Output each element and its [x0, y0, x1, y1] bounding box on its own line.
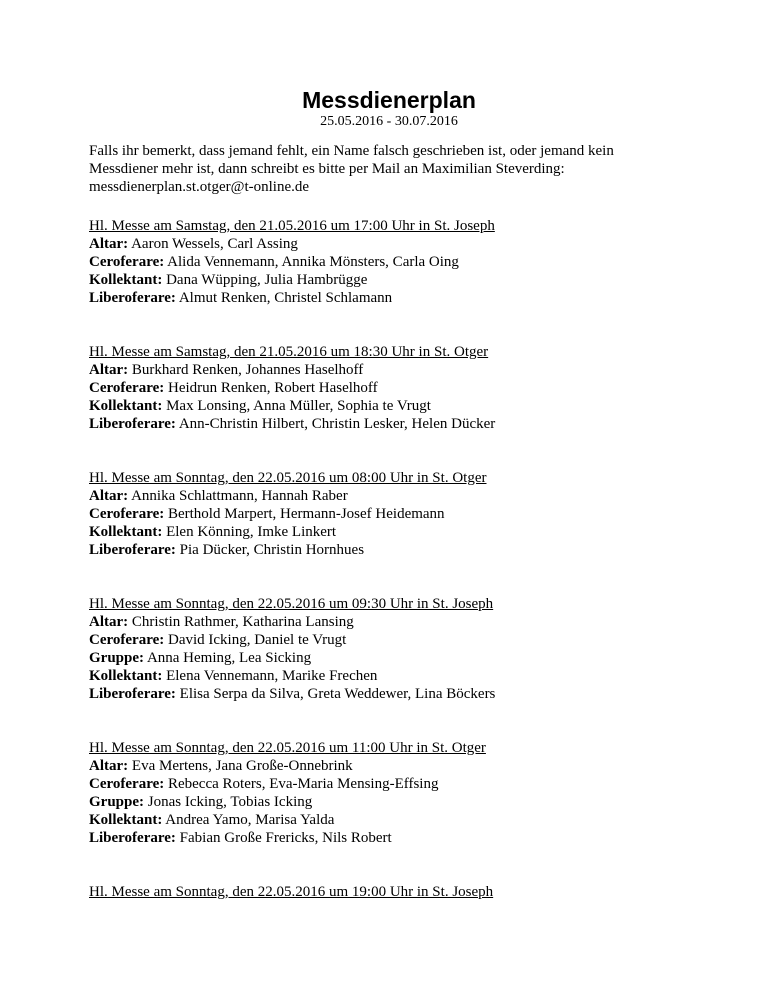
role-label: Kollektant:: [89, 812, 163, 828]
role-line: [89, 541, 689, 559]
mass-block: [89, 217, 689, 307]
role-names: Anna Heming, Lea Sicking: [144, 650, 312, 666]
role-names: Rebecca Roters, Eva-Maria Mensing-Effsing: [164, 776, 439, 792]
mass-block: [89, 595, 689, 703]
role-label: Liberoferare:: [89, 686, 176, 702]
role-label: Kollektant:: [89, 524, 163, 540]
role-names: Eva Mertens, Jana Große-Onnebrink: [128, 758, 353, 774]
role-label: Kollektant:: [89, 398, 163, 414]
role-label: Liberoferare:: [89, 542, 176, 558]
intro-paragraph: [89, 142, 689, 196]
role-label: Ceroferare:: [89, 380, 165, 396]
role-names: Ann-Christin Hilbert, Christin Lesker, Helen Dücker: [175, 416, 496, 432]
role-label: Altar:: [89, 614, 129, 630]
role-line: [89, 361, 689, 379]
role-names: Berthold Marpert, Hermann-Josef Heidemann: [164, 506, 445, 522]
role-line: [89, 505, 689, 523]
mass-block: [89, 469, 689, 559]
role-names: David Icking, Daniel te Vrugt: [164, 632, 347, 648]
role-names: Heidrun Renken, Robert Haselhoff: [164, 380, 378, 396]
role-names: Andrea Yamo, Marisa Yalda: [162, 812, 335, 828]
role-line: [89, 667, 689, 685]
role-line: [89, 685, 689, 703]
role-label: Gruppe:: [89, 650, 145, 666]
role-label: Ceroferare:: [89, 254, 165, 270]
role-line: [89, 631, 689, 649]
role-line: [89, 415, 689, 433]
role-names: Burkhard Renken, Johannes Haselhoff: [128, 362, 364, 378]
role-line: [89, 523, 689, 541]
mass-heading: Hl. Messe am Samstag, den 21.05.2016 um 17:00 Uhr in St. Joseph: [89, 218, 495, 234]
role-line: [89, 649, 689, 667]
role-names: Pia Dücker, Christin Hornhues: [175, 542, 365, 558]
role-line: [89, 829, 689, 847]
role-label: Liberoferare:: [89, 416, 176, 432]
role-names: Max Lonsing, Anna Müller, Sophia te Vrugt: [162, 398, 431, 414]
role-names: Christin Rathmer, Katharina Lansing: [128, 614, 354, 630]
role-line: [89, 253, 689, 271]
role-label: Altar:: [89, 362, 129, 378]
role-label: Kollektant:: [89, 668, 163, 684]
role-label: Ceroferare:: [89, 776, 165, 792]
mass-heading: Hl. Messe am Samstag, den 21.05.2016 um 18:30 Uhr in St. Otger: [89, 344, 489, 360]
role-names: Annika Schlattmann, Hannah Raber: [128, 488, 348, 504]
role-names: Almut Renken, Christel Schlamann: [175, 290, 393, 306]
role-names: Fabian Große Frericks, Nils Robert: [175, 830, 392, 846]
mass-heading: Hl. Messe am Sonntag, den 22.05.2016 um 19:00 Uhr in St. Joseph: [89, 884, 494, 900]
role-names: Elena Vennemann, Marike Frechen: [162, 668, 378, 684]
intro-line: Falls ihr bemerkt, dass jemand fehlt, ein Name falsch geschrieben ist, oder jemand kein: [89, 143, 614, 159]
role-names: Elen Könning, Imke Linkert: [162, 524, 337, 540]
role-label: Kollektant:: [89, 272, 163, 288]
mass-heading: Hl. Messe am Sonntag, den 22.05.2016 um 08:00 Uhr in St. Otger: [89, 470, 487, 486]
role-line: [89, 379, 689, 397]
role-line: [89, 271, 689, 289]
role-label: Altar:: [89, 236, 129, 252]
role-label: Ceroferare:: [89, 632, 165, 648]
role-line: [89, 775, 689, 793]
role-line: [89, 793, 689, 811]
role-line: [89, 487, 689, 505]
role-names: Jonas Icking, Tobias Icking: [144, 794, 313, 810]
role-names: Alida Vennemann, Annika Mönsters, Carla Oing: [164, 254, 459, 270]
role-names: Aaron Wessels, Carl Assing: [128, 236, 298, 252]
page-title: Messdienerplan: [302, 87, 476, 113]
role-label: Altar:: [89, 488, 129, 504]
role-label: Liberoferare:: [89, 830, 176, 846]
document-page: [89, 86, 689, 937]
mass-block: [89, 739, 689, 847]
role-line: [89, 289, 689, 307]
role-names: Elisa Serpa da Silva, Greta Weddewer, Lina Böckers: [175, 686, 496, 702]
role-label: Ceroferare:: [89, 506, 165, 522]
role-line: [89, 811, 689, 829]
mass-heading: Hl. Messe am Sonntag, den 22.05.2016 um 11:00 Uhr in St. Otger: [89, 740, 486, 756]
mass-block: [89, 883, 689, 901]
mass-block: [89, 343, 689, 433]
role-line: [89, 613, 689, 631]
intro-email: messdienerplan.st.otger@t-online.de: [89, 179, 310, 195]
role-names: Dana Wüpping, Julia Hambrügge: [162, 272, 368, 288]
date-range: 25.05.2016 - 30.07.2016: [320, 114, 458, 129]
role-label: Gruppe:: [89, 794, 145, 810]
role-line: [89, 235, 689, 253]
role-label: Liberoferare:: [89, 290, 176, 306]
role-line: [89, 757, 689, 775]
intro-line: Messdiener mehr ist, dann schreibt es bitte per Mail an Maximilian Steverding:: [89, 161, 565, 177]
role-label: Altar:: [89, 758, 129, 774]
mass-heading: Hl. Messe am Sonntag, den 22.05.2016 um 09:30 Uhr in St. Joseph: [89, 596, 494, 612]
role-line: [89, 397, 689, 415]
